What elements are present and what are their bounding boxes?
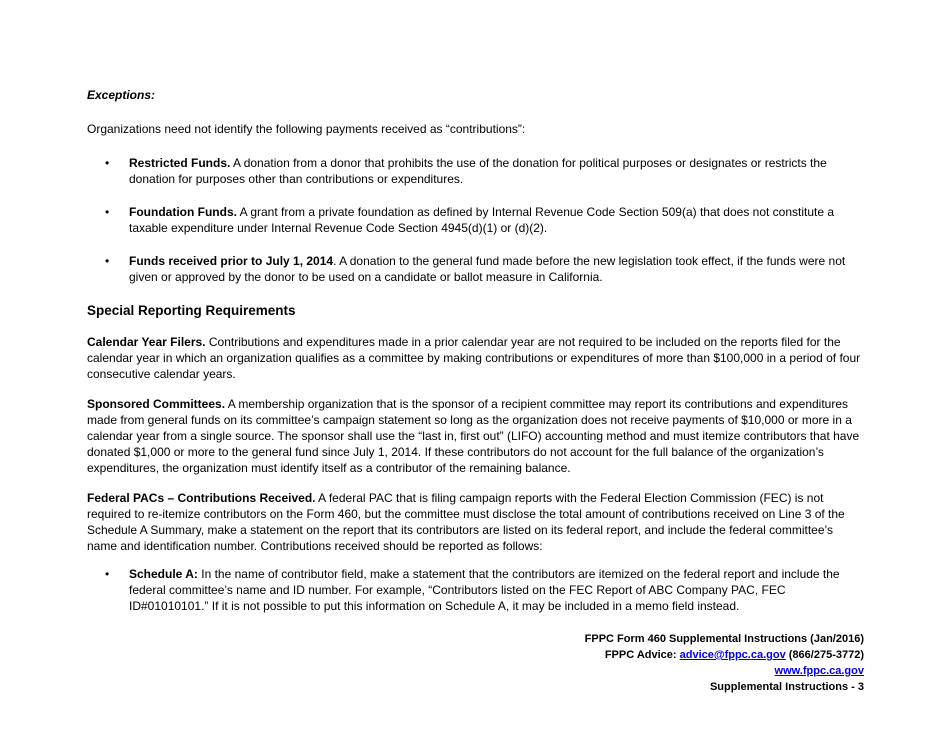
section-heading: Special Reporting Requirements xyxy=(87,303,296,318)
bullet-icon: • xyxy=(105,205,110,219)
paragraph-text: Contributions and expenditures made in a prior calendar year are not required to be included on the reports filed for the calendar year in which an organization qualifies as a committee by making contributions or expenditures of more than $100,000 in a period of four consecutive calendar years. xyxy=(87,335,861,381)
item-text: A donation from a donor that prohibits the use of the donation for political purposes or designates or restricts the donation for purposes other than contributions or expenditures. xyxy=(129,156,827,186)
footer-form-line: FPPC Form 460 Supplemental Instructions (Jan/2016) xyxy=(584,633,864,645)
exceptions-list xyxy=(87,155,863,285)
paragraph-label: Federal PACs – Contributions Received. xyxy=(87,491,316,505)
page-footer xyxy=(585,631,864,695)
paragraph-label: Calendar Year Filers. xyxy=(87,335,206,349)
list-item xyxy=(87,155,863,187)
item-text: In the name of contributor field, make a statement that the contributors are itemized on the federal report and include the federal committee’s name and ID number. For example, “Contributors listed on the FEC Report of ABC Company PAC, FEC ID#01010101.” If it is not possible to put this information on Schedule A, it may be included in a memo field instead. xyxy=(129,567,840,613)
advice-email-link[interactable]: advice@fppc.ca.gov xyxy=(679,649,786,661)
footer-advice-phone: (866/275-3772) xyxy=(785,649,864,661)
item-text: A grant from a private foundation as defined by Internal Revenue Code Section 509(a) that does not constitute a taxable expenditure under Internal Revenue Code Section 4945(d)(1) or (d)(2). xyxy=(129,205,835,235)
paragraph-federal-pacs xyxy=(87,490,863,554)
paragraph-text: A membership organization that is the sponsor of a recipient committee may report its contributions and expenditures made from general funds on its committee’s campaign statement so long as the organization does not receive payments of $10,000 or more in a calendar year from a single source. The sponsor shall use the “last in, first out” (LIFO) accounting method and must itemize contributors that have donated $1,000 or more to the general fund since July 1, 2014. If these contributors do not account for the full balance of the organization’s expenditures, the organization must identify itself as a contributor of the remaining balance. xyxy=(87,397,860,475)
footer-advice-label: FPPC Advice: xyxy=(604,649,680,661)
paragraph-label: Sponsored Committees. xyxy=(87,397,226,411)
bullet-icon: • xyxy=(105,156,110,170)
item-label: Funds received prior to July 1, 2014 xyxy=(129,254,334,268)
paragraph-sponsored-committees xyxy=(87,396,863,476)
list-item xyxy=(87,204,863,236)
footer-website-line xyxy=(585,663,864,679)
paragraph-calendar-year-filers xyxy=(87,334,863,382)
paragraph-text: A federal PAC that is filing campaign reports with the Federal Election Commission (FEC) is not required to re-itemize contributors on the Form 460, but the committee must disclose the total amount of contributions received on Line 3 of the Schedule A Summary, make a statement on the report that its contributors are listed on its federal report, and include the federal committee’s name and identification number. Contributions received should be reported as follows: xyxy=(87,491,845,553)
bullet-icon: • xyxy=(105,567,110,581)
bullet-icon: • xyxy=(105,254,110,268)
item-label: Schedule A: xyxy=(129,567,198,581)
exceptions-heading: Exceptions: xyxy=(87,88,156,102)
item-label: Restricted Funds. xyxy=(129,156,231,170)
item-label: Foundation Funds. xyxy=(129,205,237,219)
list-item xyxy=(87,566,863,614)
list-item xyxy=(87,253,863,285)
schedule-list xyxy=(87,566,863,614)
exceptions-intro: Organizations need not identify the following payments received as “contributions”: xyxy=(87,122,526,136)
footer-page-label: Supplemental Instructions - 3 xyxy=(709,681,864,693)
footer-advice-line xyxy=(585,647,864,663)
item-text: . A donation to the general fund made before the new legislation took effect, if the funds were not given or approved by the donor to be used on a candidate or ballot measure in California. xyxy=(129,254,846,284)
document-page xyxy=(87,87,863,614)
website-link[interactable]: www.fppc.ca.gov xyxy=(774,665,864,677)
